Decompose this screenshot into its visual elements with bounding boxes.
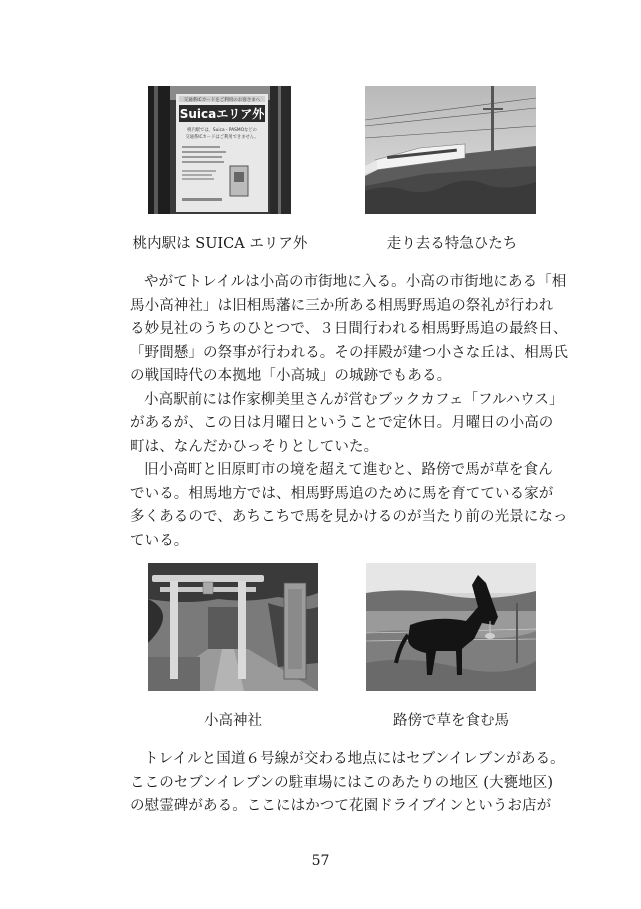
text-line: 小高駅前には作家柳美里さんが営むブックカフェ「フルハウス」: [144, 391, 564, 408]
sign-headline: Suicaエリア外: [179, 107, 265, 121]
shrine-caption: 小高神社: [204, 713, 262, 729]
text-line: 町は、なんだかひっそりとしていた。: [130, 438, 379, 455]
train-photo: [365, 86, 536, 214]
paragraph-3: [130, 459, 570, 553]
station-sign-caption: 桃内駅は SUICA エリア外: [132, 236, 308, 252]
text-line: ている。: [130, 532, 189, 549]
text-line: 「野間懸」の祭事が行われる。その拝殿が建つ小さな丘は、相馬氏: [130, 344, 568, 361]
text-line: でいる。相馬地方では、相馬野馬追のために馬を育てている家が: [130, 485, 554, 502]
text-line: ここのセブンイレブンの駐車場にはこのあたりの地区 (大甕地区): [130, 774, 554, 791]
page-number: 57: [311, 853, 330, 869]
text-line: の慰霊碑がある。ここにはかつて花園ドライブインというお店が: [130, 798, 552, 814]
text-line: があるが、この日は月曜日ということで定休日。月曜日の小高の: [130, 415, 554, 431]
text-line: る妙見社のうちのひとつで、３日間行われる相馬野馬追の最終日、: [130, 321, 568, 337]
station-sign-photo: [148, 86, 291, 214]
text-line: 旧小高町と旧原町市の境を超えて進むと、路傍で馬が草を食ん: [144, 462, 553, 478]
paragraph-1: [130, 271, 570, 389]
horse-photo: [366, 563, 536, 691]
sign-top-text: 交通系ICカードをご利用のお客さまへ: [183, 98, 261, 103]
text-line: 多くあるので、あちこちで馬を見かけるのが当たり前の光景になっ: [130, 509, 568, 525]
text-line: やがてトレイルは小高の市街地に入る。小高の市街地にある「相: [144, 274, 567, 290]
train-caption: 走り去る特急ひたち: [386, 236, 518, 252]
sign-body-1: 桃内駅では、Suica・PASMOなどの: [187, 128, 257, 133]
paragraph-2: [130, 389, 570, 460]
horse-caption: 路傍で草を食む馬: [393, 713, 509, 729]
text-line: 馬小高神社」は旧相馬藩に三か所ある相馬野馬追の祭礼が行われ: [130, 297, 554, 314]
torii-shrine-photo: [148, 563, 318, 691]
text-line: の戦国時代の本拠地「小高城」の城跡でもある。: [130, 368, 452, 384]
sign-body-2: 交通系ICカードはご利用できません。: [185, 135, 259, 140]
text-line: トレイルと国道６号線が交わる地点にはセブンイレブンがある。: [144, 751, 565, 767]
paragraph-4: [130, 748, 570, 819]
